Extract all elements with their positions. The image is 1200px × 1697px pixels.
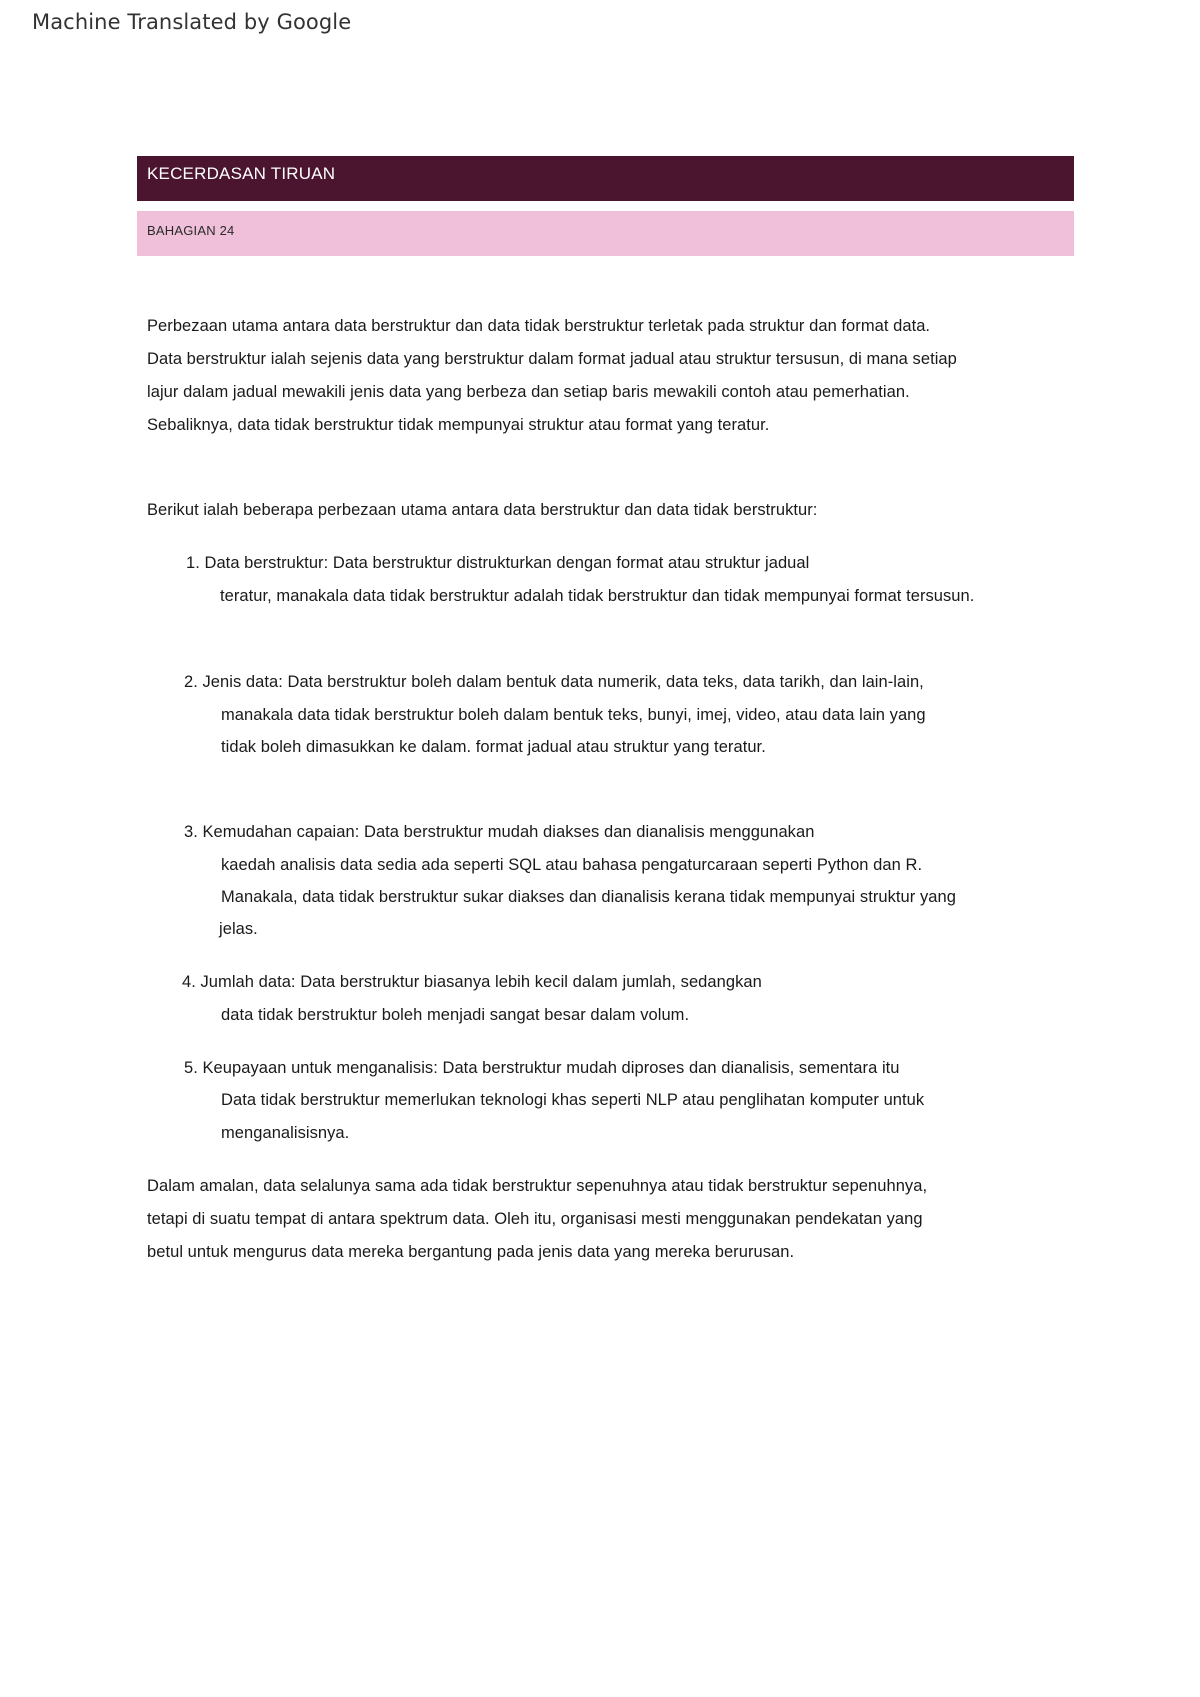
list-item-3-line: jelas. (219, 920, 258, 938)
document-title-bar (137, 156, 1074, 201)
list-item-3-line: kaedah analisis data sedia ada seperti SQL atau bahasa pengaturcaraan seperti Python dan R. (221, 856, 923, 874)
machine-translation-watermark: Machine Translated by Google (32, 10, 352, 34)
list-item-5-line: 5. Keupayaan untuk menganalisis: Data berstruktur mudah diproses dan dianalisis, sementara itu (184, 1059, 900, 1077)
list-item-1-line: teratur, manakala data tidak berstruktur adalah tidak berstruktur dan tidak mempunyai format tersusun. (220, 587, 975, 605)
list-intro: Berikut ialah beberapa perbezaan utama antara data berstruktur dan data tidak berstruktur: (147, 501, 818, 519)
list-item-3-line: 3. Kemudahan capaian: Data berstruktur mudah diakses dan dianalisis menggunakan (184, 823, 815, 841)
intro-line: Sebaliknya, data tidak berstruktur tidak mempunyai struktur atau format yang teratur. (147, 416, 770, 434)
list-item-3-line: Manakala, data tidak berstruktur sukar diakses dan dianalisis kerana tidak mempunyai struktur yang (221, 888, 956, 906)
section-bar (137, 211, 1074, 256)
list-item-2-line: 2. Jenis data: Data berstruktur boleh dalam bentuk data numerik, data teks, data tarikh, dan lain-lain, (184, 673, 924, 691)
list-item-1-line: 1. Data berstruktur: Data berstruktur distrukturkan dengan format atau struktur jadual (186, 554, 810, 572)
conclusion-line: tetapi di suatu tempat di antara spektrum data. Oleh itu, organisasi mesti menggunakan pendekatan yang (147, 1210, 923, 1228)
document-title: KECERDASAN TIRUAN (147, 164, 336, 183)
list-item-4-line: data tidak berstruktur boleh menjadi sangat besar dalam volum. (221, 1006, 690, 1024)
list-item-2-line: tidak boleh dimasukkan ke dalam. format jadual atau struktur yang teratur. (221, 738, 766, 756)
list-item-5-line: Data tidak berstruktur memerlukan teknologi khas seperti NLP atau penglihatan komputer untuk (221, 1091, 925, 1109)
conclusion-line: Dalam amalan, data selalunya sama ada tidak berstruktur sepenuhnya atau tidak berstruktur sepenuhnya, (147, 1177, 928, 1195)
list-item-4-line: 4. Jumlah data: Data berstruktur biasanya lebih kecil dalam jumlah, sedangkan (182, 973, 762, 991)
list-item-5-line: menganalisisnya. (221, 1124, 350, 1142)
conclusion-line: betul untuk mengurus data mereka bergantung pada jenis data yang mereka berurusan. (147, 1243, 795, 1261)
section-label: BAHAGIAN 24 (147, 223, 235, 238)
list-item-2-line: manakala data tidak berstruktur boleh dalam bentuk teks, bunyi, imej, video, atau data lain yang (221, 706, 926, 724)
intro-line: Perbezaan utama antara data berstruktur dan data tidak berstruktur terletak pada struktur dan format data. (147, 317, 931, 335)
intro-line: lajur dalam jadual mewakili jenis data yang berbeza dan setiap baris mewakili contoh atau pemerhatian. (147, 383, 910, 401)
intro-line: Data berstruktur ialah sejenis data yang berstruktur dalam format jadual atau struktur tersusun, di mana setiap (147, 350, 957, 368)
